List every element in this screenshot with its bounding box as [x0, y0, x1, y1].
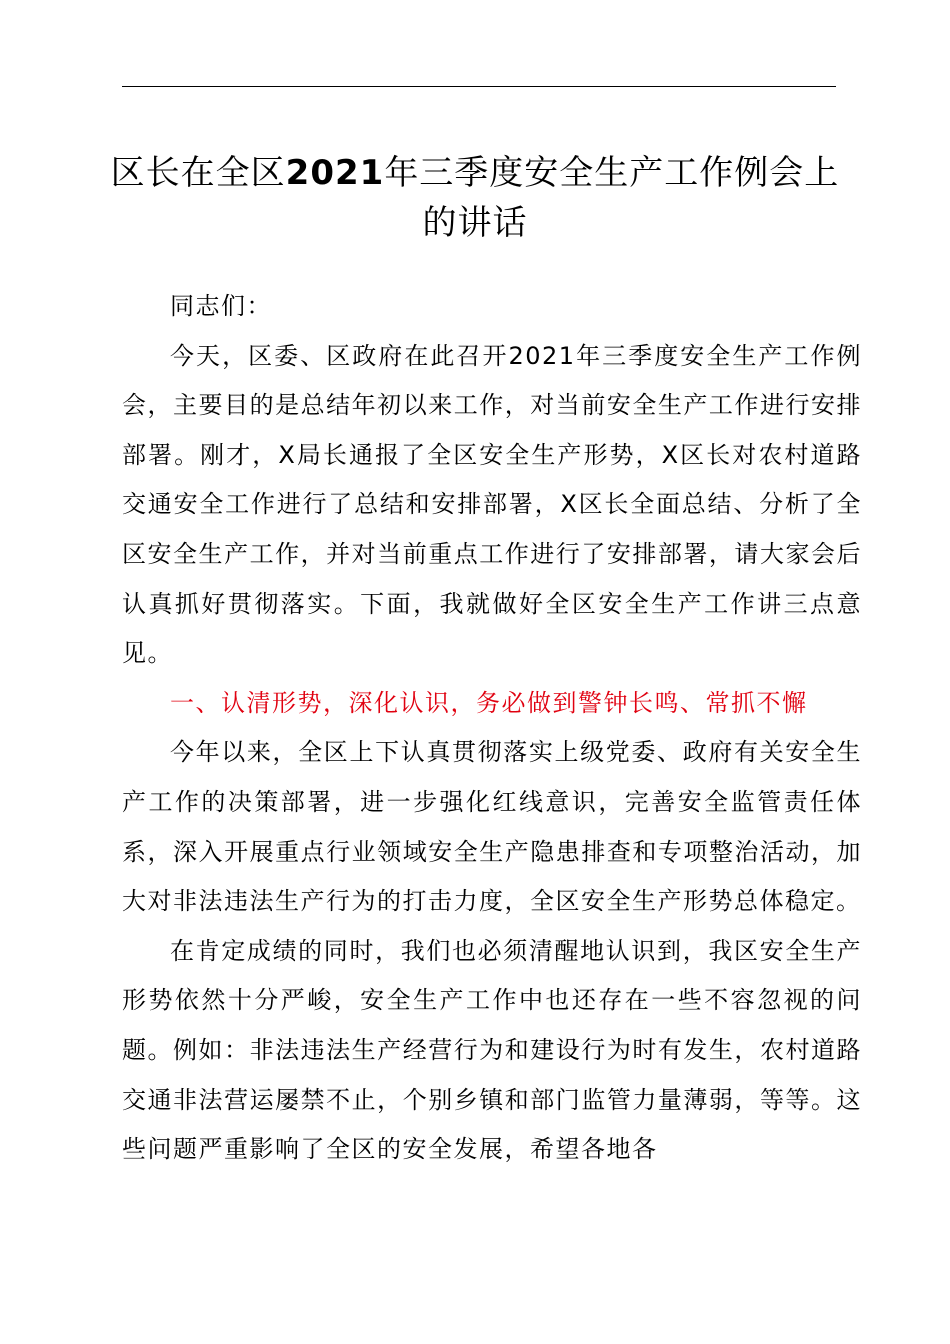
- section-heading-1: 一、认清形势，深化认识，务必做到警钟长鸣、常抓不懈: [170, 688, 808, 717]
- salutation: 同志们：: [170, 292, 272, 320]
- paragraph-situation: 今年以来，全区上下认真贯彻落实上级党委、政府有关安全生产工作的决策部署，进一步强化红线意识，完善安全监管责任体系，深入开展重点行业领域安全生产隐患排查和专项整治活动，加大对非法违法生产行为的打击力度，全区安全生产形势总体稳定。: [122, 738, 862, 916]
- document-title: [100, 148, 850, 248]
- title-part1: 区长在全区: [110, 153, 286, 193]
- header-rule: [122, 86, 836, 87]
- title-year: 2021: [285, 153, 385, 193]
- title-part2: 年三季度安全生产工作例会上的讲话: [384, 153, 840, 243]
- paragraph-problems: 在肯定成绩的同时，我们也必须清醒地认识到，我区安全生产形势依然十分严峻，安全生产工作中也还存在一些不容忽视的问题。例如：非法违法生产经营行为和建设行为时有发生，农村道路交通非法营运屡禁不止，个别乡镇和部门监管力量薄弱，等等。这些问题严重影响了全区的安全发展，希望各地各: [122, 936, 862, 1164]
- paragraph-intro: 今天，区委、区政府在此召开2021年三季度安全生产工作例会，主要目的是总结年初以来工作，对当前安全生产工作进行安排部署。刚才，X局长通报了全区安全生产形势，X区长对农村道路交通安全工作进行了总结和安排部署，X区长全面总结、分析了全区安全生产工作，并对当前重点工作进行了安排部署，请大家会后认真抓好贯彻落实。下面，我就做好全区安全生产工作讲三点意见。: [122, 341, 862, 668]
- document-body: [122, 282, 862, 1175]
